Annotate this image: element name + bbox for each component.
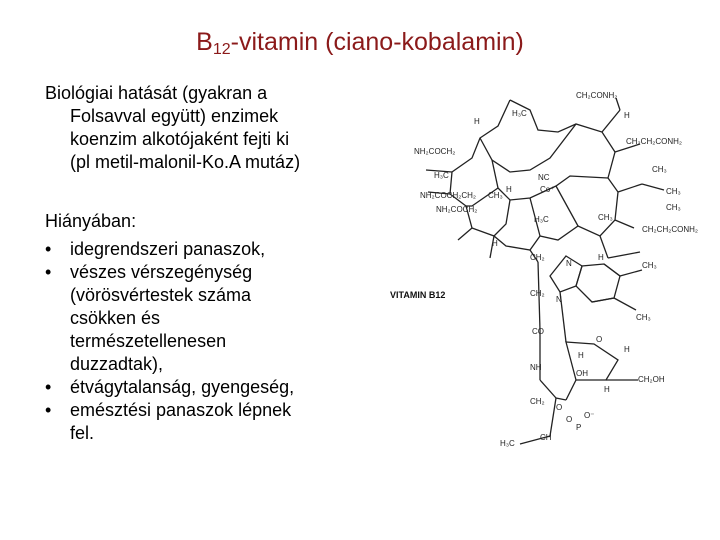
chem-group-label: H [506, 185, 512, 194]
intro-line: (pl metil-malonil-Ko.A mutáz) [70, 152, 301, 172]
chem-group-label: H [624, 345, 630, 354]
vitamin-b12-structure [380, 80, 700, 460]
list-item: • emésztési panaszok lépnek fel. [45, 400, 292, 443]
chem-group-label: O [556, 403, 563, 412]
structure-label: VITAMIN B12 [390, 290, 446, 300]
chem-group-label: NH₂COCH₂ [414, 147, 456, 156]
chem-group-label: CH₃ [642, 261, 657, 270]
chem-group-label: CH₂OH [638, 375, 665, 384]
slide-title: $B_{12}$-vitamin (ciano-kobalamin) [196, 28, 524, 58]
list-item: • vészes vérszegénység (vörösvértestek száma csökken és természetellenesen duzzadtak), [45, 262, 253, 374]
chem-group-label: N [556, 295, 562, 304]
chem-group-label: NH₂COCH₂ [436, 205, 478, 214]
chem-group-label: H [598, 253, 604, 262]
chem-group-label: NH [530, 363, 542, 372]
chem-group-label: H [604, 385, 610, 394]
list-item: • étvágytalanság, gyengeség, [45, 377, 295, 397]
bullet-icon: • [45, 377, 52, 397]
chem-group-label: H [578, 351, 584, 360]
intro-line: Biológiai hatását (gyakran a [45, 83, 268, 103]
chem-group-label: CH [540, 433, 552, 442]
bullet-icon: • [45, 239, 52, 259]
chem-group-label: NH₂COCH₂CH₂ [420, 191, 476, 200]
chem-group-label: Co⁺ [540, 185, 555, 194]
list-item: • idegrendszeri panaszok, [45, 239, 266, 259]
chem-group-label: O [596, 335, 603, 344]
intro-line: koenzim alkotójaként fejti ki [70, 129, 290, 149]
chem-group-label: CH₃ [666, 203, 681, 212]
chem-group-label: O⁻ [584, 411, 595, 420]
chem-group-label: CH₂CONH₂ [576, 91, 618, 100]
chem-group-label: H₃C [500, 439, 515, 448]
chem-group-label: CH₃ [488, 191, 503, 200]
chem-group-label: CH₃ [598, 213, 613, 222]
chem-group-label: CO [532, 327, 544, 336]
deficiency-heading: Hiányában: [45, 211, 137, 231]
chem-group-label: P [576, 423, 582, 432]
chem-group-label: CH₃ [636, 313, 651, 322]
chem-group-label: N [566, 259, 572, 268]
chem-group-label: H [492, 239, 498, 248]
chem-group-label: H [474, 117, 480, 126]
chem-group-label: H₃C [512, 109, 527, 118]
chem-group-label: OH [576, 369, 588, 378]
deficiency-list [45, 238, 335, 445]
chem-group-label: CH₃ [652, 165, 667, 174]
chem-group-label: CH₂CH₂CONH₂ [626, 137, 682, 146]
intro-line: Folsavval együtt) enzimek [70, 106, 279, 126]
chem-group-label: H₃C [434, 171, 449, 180]
chem-group-label: H₃C [534, 215, 549, 224]
chem-group-label: O [566, 415, 573, 424]
intro-paragraph [45, 82, 345, 174]
chem-group-label: NC [538, 173, 550, 182]
chem-group-label: CH₂ [530, 397, 545, 406]
bullet-icon: • [45, 262, 52, 282]
chem-group-label: CH₂ [530, 253, 545, 262]
chem-group-label: H [624, 111, 630, 120]
chem-group-label: CH₂CH₂CONH₂ [642, 225, 698, 234]
chem-group-label: CH₂ [530, 289, 545, 298]
bullet-icon: • [45, 400, 52, 420]
chem-group-label: CH₃ [666, 187, 681, 196]
